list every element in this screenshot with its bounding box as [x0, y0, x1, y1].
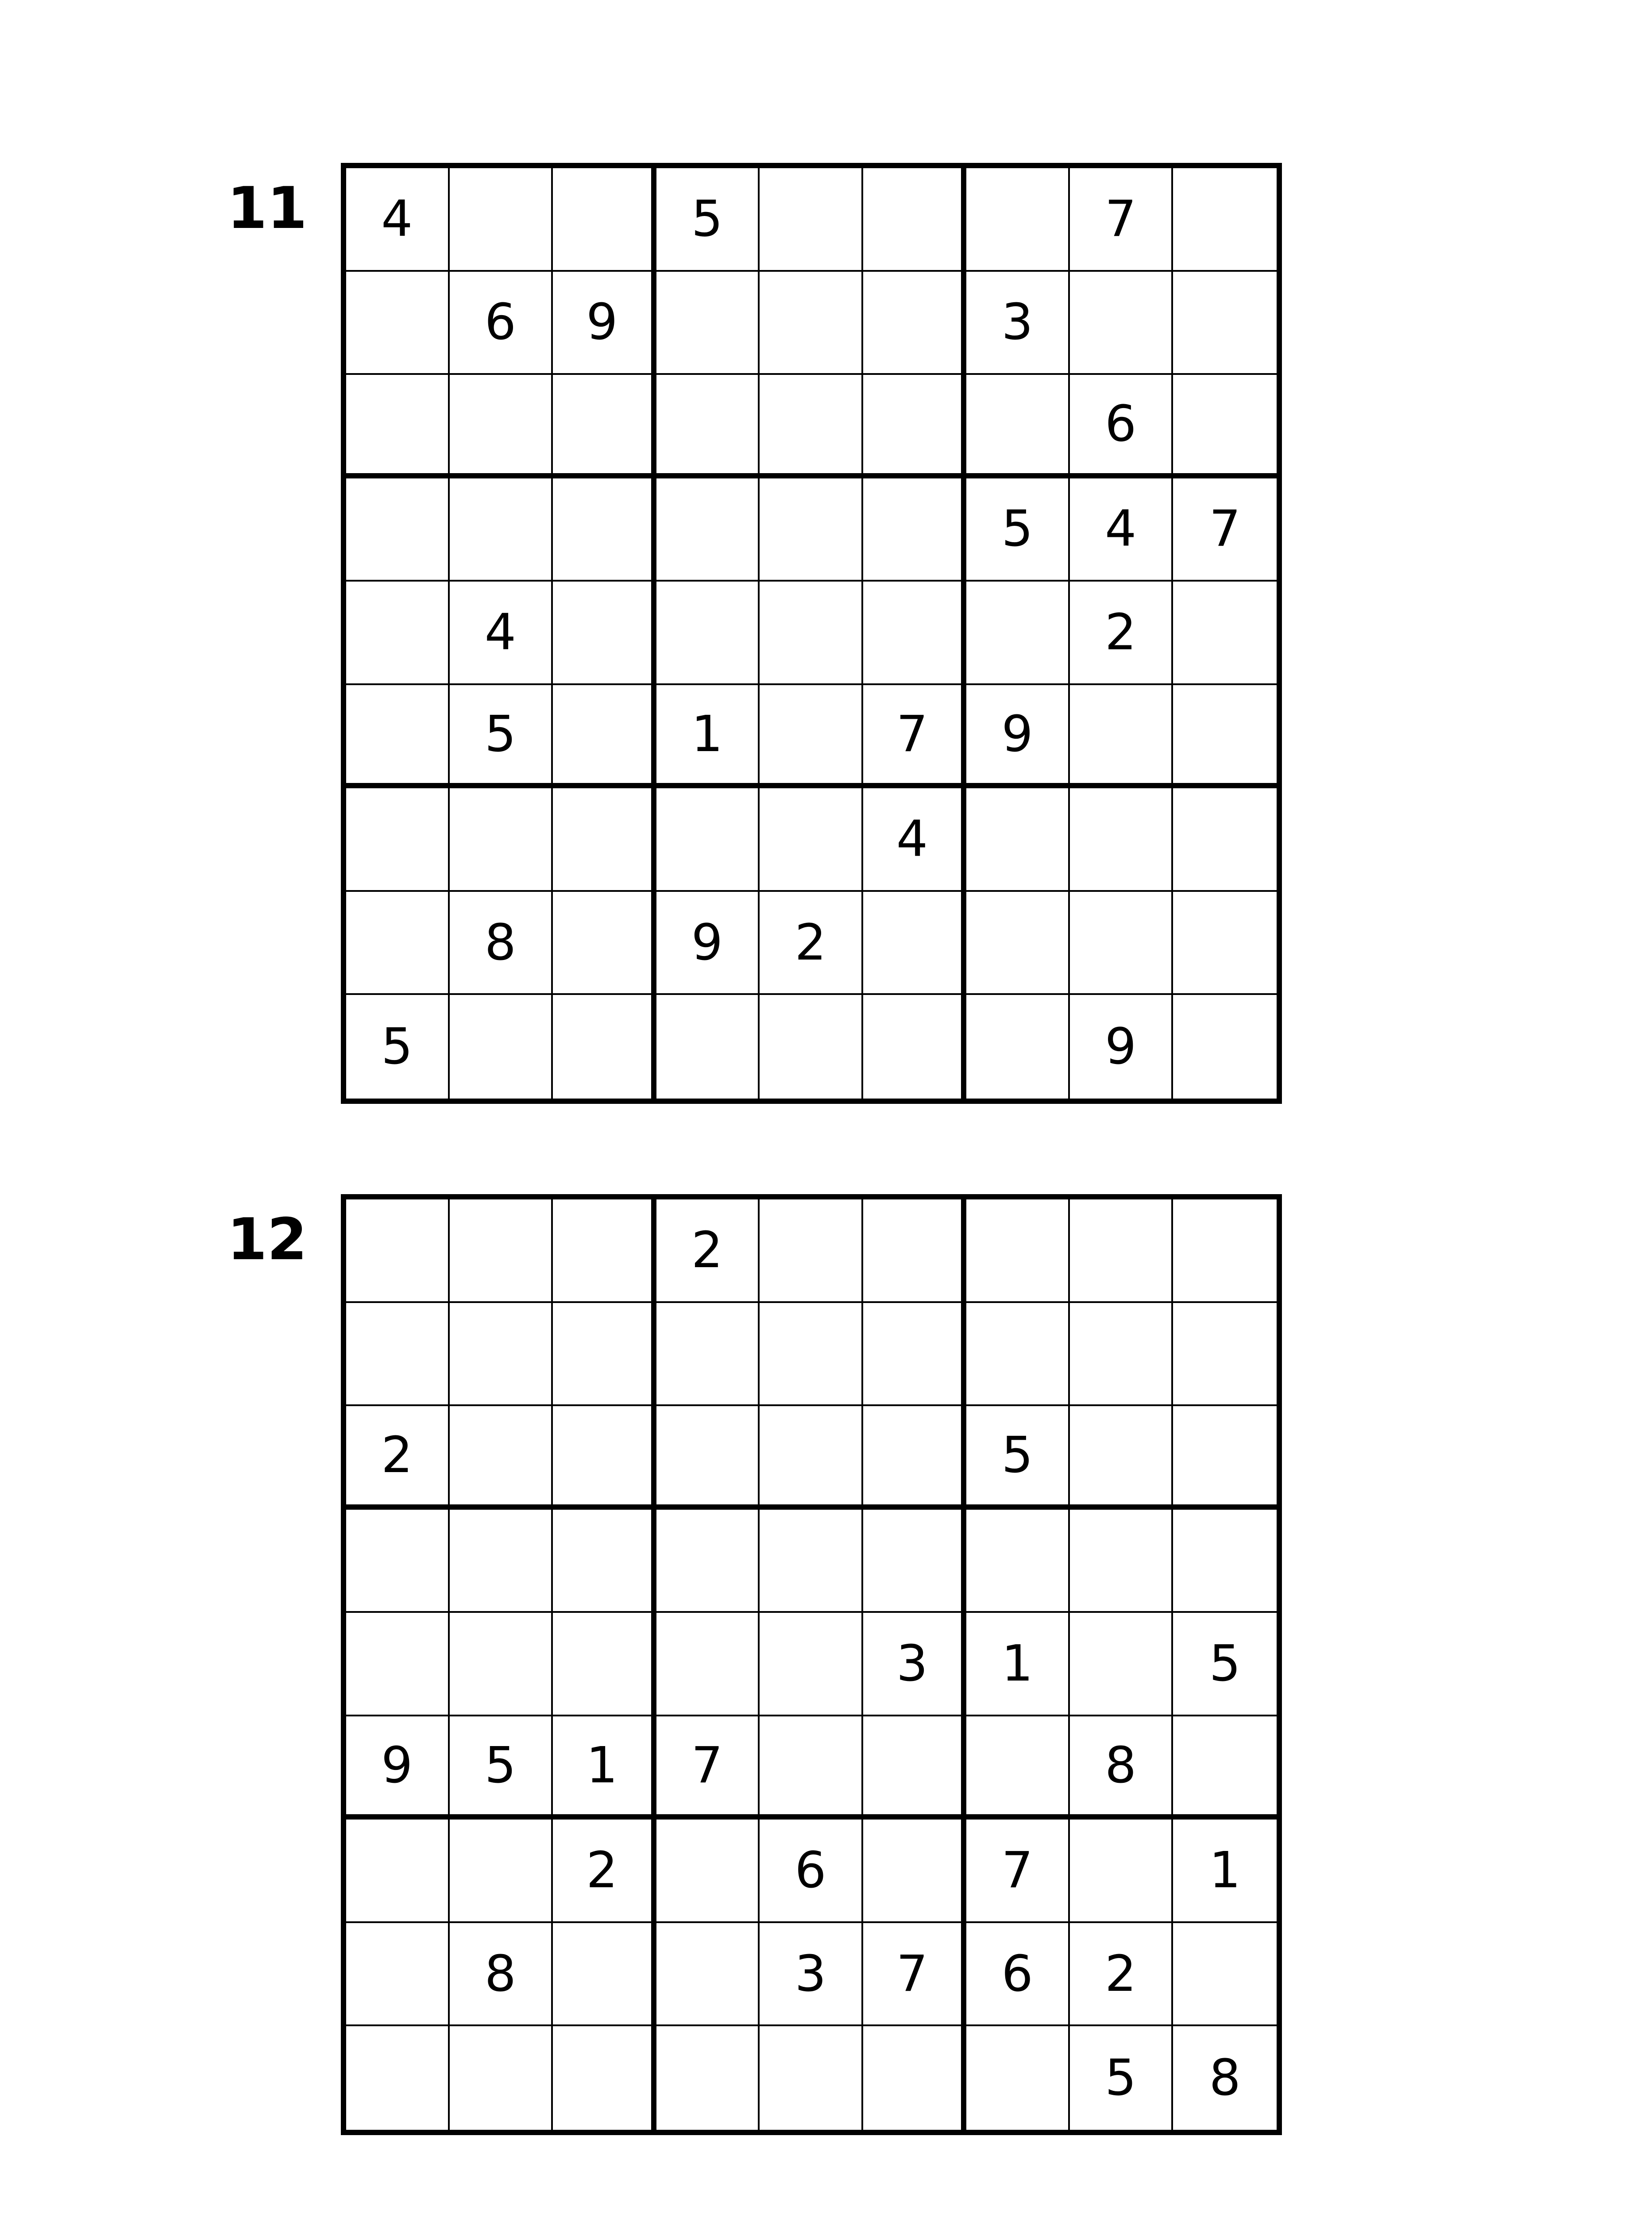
sudoku-cell[interactable] [1173, 685, 1277, 789]
sudoku-cell[interactable] [450, 375, 553, 478]
sudoku-cell[interactable] [966, 1716, 1070, 1820]
sudoku-cell[interactable] [760, 582, 863, 685]
sudoku-cell[interactable] [1173, 168, 1277, 272]
sudoku-cell[interactable] [450, 2026, 553, 2130]
sudoku-cell[interactable] [1173, 375, 1277, 478]
sudoku-cell[interactable] [346, 892, 450, 995]
sudoku-cell[interactable] [1070, 1199, 1173, 1303]
sudoku-cell[interactable] [863, 995, 967, 1099]
sudoku-cell[interactable] [760, 685, 863, 789]
sudoku-cell[interactable] [966, 788, 1070, 892]
sudoku-cell[interactable] [656, 375, 760, 478]
sudoku-cell[interactable] [1173, 1923, 1277, 2027]
sudoku-cell[interactable] [450, 1406, 553, 1510]
sudoku-cell[interactable] [1173, 1303, 1277, 1407]
sudoku-cell[interactable]: 9 [553, 272, 656, 375]
sudoku-cell[interactable]: 5 [346, 995, 450, 1099]
sudoku-cell[interactable] [1070, 1303, 1173, 1407]
sudoku-cell[interactable] [346, 1613, 450, 1716]
sudoku-cell[interactable]: 3 [760, 1923, 863, 2027]
sudoku-cell[interactable] [760, 788, 863, 892]
sudoku-cell[interactable]: 2 [553, 1820, 656, 1923]
sudoku-cell[interactable] [656, 1820, 760, 1923]
sudoku-cell[interactable] [553, 582, 656, 685]
sudoku-cell[interactable] [1173, 1199, 1277, 1303]
sudoku-cell[interactable] [863, 375, 967, 478]
sudoku-cell[interactable] [450, 168, 553, 272]
sudoku-cell[interactable] [760, 272, 863, 375]
sudoku-cell[interactable] [656, 478, 760, 582]
sudoku-cell[interactable] [760, 375, 863, 478]
sudoku-cell[interactable] [863, 1303, 967, 1407]
sudoku-cell[interactable]: 5 [966, 478, 1070, 582]
sudoku-cell[interactable] [1173, 1406, 1277, 1510]
sudoku-cell[interactable] [966, 582, 1070, 685]
sudoku-cell[interactable]: 4 [863, 788, 967, 892]
sudoku-cell[interactable] [553, 2026, 656, 2130]
sudoku-cell[interactable] [760, 1303, 863, 1407]
sudoku-cell[interactable] [863, 272, 967, 375]
sudoku-cell[interactable]: 1 [1173, 1820, 1277, 1923]
sudoku-cell[interactable]: 5 [1173, 1613, 1277, 1716]
sudoku-cell[interactable]: 8 [1209, 2049, 1241, 2107]
sudoku-cell[interactable] [1070, 1613, 1173, 1716]
sudoku-cell[interactable] [966, 1510, 1070, 1613]
sudoku-cell[interactable] [656, 1923, 760, 2027]
sudoku-cell[interactable] [656, 1406, 760, 1510]
sudoku-grid [341, 1194, 1282, 2135]
sudoku-cell[interactable]: 1 [553, 1716, 656, 1820]
sudoku-cell[interactable]: 7 [863, 685, 967, 789]
sudoku-cell[interactable] [863, 582, 967, 685]
sudoku-cell[interactable] [966, 2026, 1070, 2130]
sudoku-cell[interactable] [863, 1406, 967, 1510]
sudoku-cell[interactable]: 5 [450, 685, 553, 789]
sudoku-cell[interactable] [966, 168, 1070, 272]
sudoku-cell[interactable] [450, 1303, 553, 1407]
sudoku-cell[interactable] [656, 1303, 760, 1407]
sudoku-cell[interactable] [863, 1820, 967, 1923]
sudoku-cell[interactable] [450, 478, 553, 582]
puzzle-number: 11 [227, 174, 307, 242]
sudoku-cell[interactable] [553, 1199, 656, 1303]
sudoku-cell[interactable] [656, 995, 760, 1099]
sudoku-cell[interactable] [863, 892, 967, 995]
sudoku-cell[interactable] [1173, 272, 1277, 375]
sudoku-cell[interactable] [1070, 685, 1173, 789]
sudoku-cell[interactable] [553, 478, 656, 582]
sudoku-cell[interactable] [553, 1406, 656, 1510]
sudoku-cell[interactable] [863, 1199, 967, 1303]
sudoku-cell[interactable] [760, 1406, 863, 1510]
sudoku-cell[interactable]: 8 [1070, 1716, 1173, 1820]
sudoku-cell[interactable] [863, 478, 967, 582]
sudoku-cell[interactable]: 6 [1070, 375, 1173, 478]
sudoku-cell[interactable] [760, 168, 863, 272]
sudoku-cell[interactable] [863, 168, 967, 272]
sudoku-cell[interactable] [966, 1199, 1070, 1303]
sudoku-cell[interactable] [656, 1510, 760, 1613]
sudoku-cell[interactable]: 9 [656, 892, 760, 995]
sudoku-cell[interactable] [1173, 892, 1277, 995]
sudoku-cell[interactable] [1173, 1716, 1277, 1820]
sudoku-cell[interactable] [1173, 1510, 1277, 1613]
sudoku-cell[interactable]: 7 [656, 1716, 760, 1820]
sudoku-cell[interactable]: 3 [966, 272, 1070, 375]
sudoku-cell[interactable] [1070, 788, 1173, 892]
sudoku-cell[interactable] [346, 788, 450, 892]
sudoku-cell[interactable] [1070, 1820, 1173, 1923]
sudoku-cell[interactable]: 7 [1070, 168, 1173, 272]
sudoku-cell[interactable] [553, 995, 656, 1099]
sudoku-cell[interactable] [450, 1199, 553, 1303]
sudoku-cell[interactable] [346, 1199, 450, 1303]
sudoku-cell[interactable]: 9 [346, 1716, 450, 1820]
sudoku-cell[interactable] [656, 1613, 760, 1716]
sudoku-cell[interactable] [346, 478, 450, 582]
puzzle-number: 12 [227, 1206, 307, 1273]
sudoku-cell[interactable] [656, 272, 760, 375]
sudoku-cell[interactable]: 7 [863, 1923, 967, 2027]
sudoku-cell[interactable] [656, 582, 760, 685]
sudoku-cell[interactable]: 1 [966, 1613, 1070, 1716]
sudoku-cell[interactable] [760, 995, 863, 1099]
sudoku-cell[interactable] [346, 582, 450, 685]
sudoku-cell[interactable] [760, 1613, 863, 1716]
sudoku-cell[interactable]: 5 [656, 168, 760, 272]
sudoku-cell[interactable] [656, 2026, 760, 2130]
sudoku-cell[interactable] [1070, 272, 1173, 375]
sudoku-cell[interactable]: 6 [966, 1923, 1070, 2027]
sudoku-cell[interactable] [760, 1510, 863, 1613]
sudoku-cell[interactable] [346, 1820, 450, 1923]
sudoku-cell[interactable] [553, 1510, 656, 1613]
sudoku-cell[interactable] [1173, 582, 1277, 685]
sudoku-cell[interactable] [450, 1510, 553, 1613]
sudoku-cell[interactable]: 3 [863, 1613, 967, 1716]
sudoku-cell[interactable] [450, 788, 553, 892]
sudoku-cell[interactable] [760, 1716, 863, 1820]
sudoku-cell[interactable]: 6 [450, 272, 553, 375]
sudoku-cell[interactable] [553, 1613, 656, 1716]
sudoku-cell[interactable]: 1 [656, 685, 760, 789]
sudoku-cell[interactable] [863, 1510, 967, 1613]
sudoku-cell[interactable] [1070, 1510, 1173, 1613]
sudoku-cell[interactable] [966, 1303, 1070, 1407]
sudoku-cell[interactable] [553, 788, 656, 892]
sudoku-cell[interactable]: 9 [1070, 995, 1173, 1099]
sudoku-cell[interactable]: 4 [450, 582, 553, 685]
sudoku-cell[interactable] [450, 1613, 553, 1716]
sudoku-cell[interactable] [863, 1716, 967, 1820]
sudoku-cell[interactable]: 5 [966, 1406, 1070, 1510]
sudoku-cell[interactable] [553, 685, 656, 789]
sudoku-cell[interactable] [863, 2026, 967, 2130]
sudoku-cell[interactable] [553, 375, 656, 478]
sudoku-cell[interactable]: 8 [450, 892, 553, 995]
sudoku-cell[interactable] [553, 1303, 656, 1407]
sudoku-cell[interactable] [1173, 995, 1277, 1099]
sudoku-cell[interactable] [1070, 892, 1173, 995]
sudoku-cell[interactable] [760, 478, 863, 582]
sudoku-cell[interactable]: 6 [760, 1820, 863, 1923]
sudoku-grid [341, 163, 1282, 1104]
sudoku-cell[interactable] [553, 168, 656, 272]
sudoku-cell[interactable]: 7 [1173, 478, 1277, 582]
sudoku-cell[interactable] [346, 1510, 450, 1613]
sudoku-cell[interactable] [346, 375, 450, 478]
sudoku-cell[interactable] [760, 1199, 863, 1303]
sudoku-cell[interactable]: 2 [346, 1406, 450, 1510]
sudoku-cell[interactable] [1070, 1406, 1173, 1510]
sudoku-cell[interactable] [346, 685, 450, 789]
sudoku-cell[interactable] [346, 1923, 450, 2027]
sudoku-cell[interactable]: 2 [760, 892, 863, 995]
sudoku-cell[interactable] [966, 375, 1070, 478]
sudoku-cell[interactable] [553, 892, 656, 995]
sudoku-cell[interactable]: 4 [346, 168, 450, 272]
sudoku-cell[interactable]: 7 [966, 1820, 1070, 1923]
sudoku-cell[interactable]: 9 [966, 685, 1070, 789]
sudoku-cell[interactable] [346, 272, 450, 375]
sudoku-cell[interactable] [450, 995, 553, 1099]
sudoku-cell[interactable] [450, 1820, 553, 1923]
sudoku-cell[interactable] [346, 1303, 450, 1407]
sudoku-cell[interactable] [966, 995, 1070, 1099]
sudoku-cell[interactable]: 2 [1070, 582, 1173, 685]
sudoku-cell[interactable]: 2 [656, 1199, 760, 1303]
sudoku-cell[interactable]: 5 [450, 1716, 553, 1820]
sudoku-cell[interactable] [760, 2026, 863, 2130]
sudoku-cell[interactable] [966, 892, 1070, 995]
sudoku-cell[interactable] [1173, 788, 1277, 892]
sudoku-cell[interactable] [346, 2026, 450, 2130]
sudoku-cell[interactable]: 2 [1070, 1923, 1173, 2027]
sudoku-cell[interactable]: 5 [1070, 2026, 1173, 2130]
sudoku-cell[interactable]: 4 [1070, 478, 1173, 582]
sudoku-cell[interactable] [553, 1923, 656, 2027]
sudoku-cell[interactable] [656, 788, 760, 892]
sudoku-cell[interactable]: 8 [450, 1923, 553, 2027]
